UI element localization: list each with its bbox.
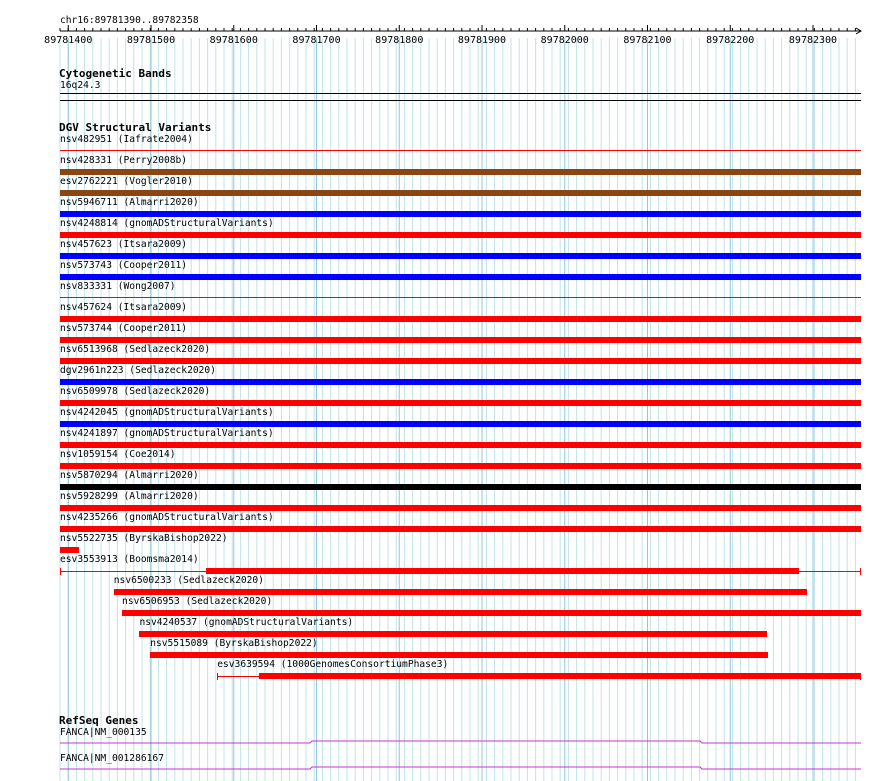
variant-bar[interactable] bbox=[60, 150, 861, 151]
dgv-track-title: DGV Structural Variants bbox=[59, 121, 212, 134]
variant-bar[interactable] bbox=[60, 379, 861, 385]
variant-label: dgv2961n223 (Sedlazeck2020) bbox=[60, 365, 216, 376]
variant-bar[interactable] bbox=[150, 652, 768, 658]
variant-bar[interactable] bbox=[60, 190, 861, 196]
gene-label: FANCA|NM_000135 bbox=[60, 727, 147, 738]
variant-label: esv3639594 (1000GenomesConsortiumPhase3) bbox=[217, 659, 449, 670]
variant-end-cap bbox=[217, 673, 218, 680]
cytoband-track-title: Cytogenetic Bands bbox=[59, 67, 172, 80]
variant-bar[interactable] bbox=[60, 421, 861, 427]
variant-bar[interactable] bbox=[60, 211, 861, 217]
variant-label: nsv5870294 (Almarri2020) bbox=[60, 470, 199, 481]
variant-bar[interactable] bbox=[60, 232, 861, 238]
ruler-tick-label: 89781500 bbox=[126, 35, 176, 46]
variant-bar[interactable] bbox=[122, 610, 861, 616]
refseq-track-title: RefSeq Genes bbox=[59, 714, 139, 727]
variant-label: nsv1059154 (Coe2014) bbox=[60, 449, 176, 460]
variant-bar[interactable] bbox=[60, 400, 861, 406]
variant-bar[interactable] bbox=[60, 463, 861, 469]
variant-bar[interactable] bbox=[60, 358, 861, 364]
variant-bar[interactable] bbox=[60, 337, 861, 343]
variant-bar[interactable] bbox=[114, 589, 807, 595]
variant-bar[interactable] bbox=[60, 297, 861, 298]
ruler-tick-label: 89781400 bbox=[44, 35, 93, 46]
variant-label: nsv457624 (Itsara2009) bbox=[60, 302, 188, 313]
variant-label: nsv6509978 (Sedlazeck2020) bbox=[60, 386, 211, 397]
variant-bar[interactable] bbox=[60, 253, 861, 259]
region-label: chr16:89781390..89782358 bbox=[60, 15, 199, 26]
cytoband-bar[interactable] bbox=[60, 93, 861, 94]
gene-label: FANCA|NM_001286167 bbox=[60, 753, 164, 764]
variant-bar[interactable] bbox=[60, 316, 861, 322]
variant-bar[interactable] bbox=[60, 274, 861, 280]
ruler-tick-label: 89782200 bbox=[706, 35, 755, 46]
variant-label: nsv4241897 (gnomADStructuralVariants) bbox=[60, 428, 274, 439]
variant-bar[interactable] bbox=[60, 505, 861, 511]
variant-label: nsv573743 (Cooper2011) bbox=[60, 260, 188, 271]
variant-bar[interactable] bbox=[60, 169, 861, 175]
variant-bar[interactable] bbox=[139, 631, 766, 637]
variant-label: nsv4242045 (gnomADStructuralVariants) bbox=[60, 407, 274, 418]
ruler-tick-label: 89781800 bbox=[375, 35, 424, 46]
variant-bar[interactable] bbox=[60, 547, 79, 553]
variant-label: nsv457623 (Itsara2009) bbox=[60, 239, 188, 250]
ruler-tick-label: 89782300 bbox=[788, 35, 838, 46]
variant-bar[interactable] bbox=[206, 568, 799, 574]
ruler-tick-label: 89782100 bbox=[623, 35, 672, 46]
ruler-tick-label: 89781700 bbox=[292, 35, 341, 46]
variant-label: nsv5522735 (ByrskaBishop2022) bbox=[60, 533, 228, 544]
track-divider bbox=[60, 100, 861, 101]
variant-bar[interactable] bbox=[60, 484, 861, 490]
variant-label: nsv4248814 (gnomADStructuralVariants) bbox=[60, 218, 274, 229]
variant-label: nsv6506953 (Sedlazeck2020) bbox=[122, 596, 273, 607]
variant-label: nsv4240537 (gnomADStructuralVariants) bbox=[139, 617, 354, 628]
variant-label: nsv573744 (Cooper2011) bbox=[60, 323, 188, 334]
variant-bar[interactable] bbox=[259, 673, 861, 679]
variant-label: nsv5515089 (ByrskaBishop2022) bbox=[150, 638, 318, 649]
variant-label: nsv6513968 (Sedlazeck2020) bbox=[60, 344, 211, 355]
variant-end-cap bbox=[60, 568, 61, 575]
variant-label: nsv6500233 (Sedlazeck2020) bbox=[113, 575, 264, 586]
variant-label: nsv5928299 (Almarri2020) bbox=[60, 491, 199, 502]
variant-label: nsv428331 (Perry2008b) bbox=[60, 155, 188, 166]
variant-bar[interactable] bbox=[60, 442, 861, 448]
cytoband-label: 16q24.3 bbox=[60, 80, 101, 91]
variant-label: nsv833331 (Wong2007) bbox=[60, 281, 176, 292]
ruler-tick-label: 89781600 bbox=[209, 35, 258, 46]
variant-label: nsv4235266 (gnomADStructuralVariants) bbox=[60, 512, 274, 523]
ruler-tick-label: 89781900 bbox=[457, 35, 507, 46]
variant-label: esv3553913 (Boomsma2014) bbox=[60, 554, 199, 565]
variant-label: esv2762221 (Vogler2010) bbox=[60, 176, 193, 187]
variant-end-cap bbox=[860, 568, 861, 575]
variant-label: nsv482951 (Iafrate2004) bbox=[60, 134, 193, 145]
variant-label: nsv5946711 (Almarri2020) bbox=[60, 197, 199, 208]
ruler-tick-label: 89782000 bbox=[540, 35, 589, 46]
variant-bar[interactable] bbox=[60, 526, 861, 532]
